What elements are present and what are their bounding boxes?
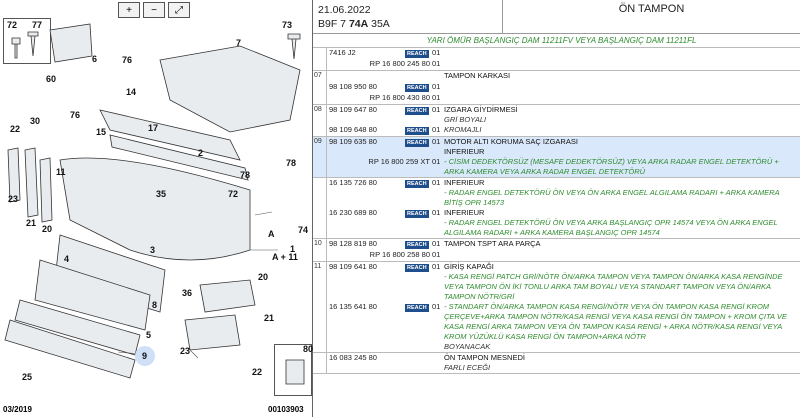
zoom-out-icon: − [151,4,157,16]
callout-17[interactable]: 17 [148,123,159,133]
part-reference[interactable]: 98 109 647 80 [329,105,377,114]
callout-36[interactable]: 36 [182,288,193,298]
part-group[interactable] [313,353,800,374]
callout-3[interactable]: 3 [150,245,156,255]
part-group[interactable] [313,262,800,353]
reach-badge[interactable]: REACH [407,108,427,114]
part-reference[interactable]: 16 083 245 80 [329,353,377,362]
part-group[interactable] [313,71,800,105]
part-group-body [327,105,800,136]
reach-badge[interactable]: REACH [407,265,427,271]
part-quantity: 01 [432,208,441,217]
part-description [442,208,800,238]
callout-4[interactable]: 4 [64,254,70,264]
callout-74[interactable]: 74 [298,225,309,235]
part-reference[interactable]: 98 109 641 80 [329,262,377,271]
part-quantity: 01 [432,137,441,146]
reach-cell [405,137,432,147]
part-row[interactable] [327,239,800,250]
description-line: INFERIEUR [444,147,485,156]
description-line: - CİSİM DEDEKTÖRSÜZ (MESAFE DEDEKTÖRSÜZ) VEYA ARKA RADAR ENGEL DETEKTÖRÜ + ARKA KAMERA VEYA ARKA RADAR ENGEL DETEKTÖRÜ [444,157,779,176]
part-quantity: 01 [432,59,441,68]
description-line: - STANDART ÖN/ARKA TAMPON KASA RENGİ/NÖTR VEYA ÖN TAMPON KASA RENGİ KROM ÇERÇEVE+ARKA TAMPON NÖTR/KASA RENGİ VEYA KASA RENGİ ÖN TAMPON + KROM ÇITA VE KASA RENGİ ARKA TAMPON VEYA ÖN TAMPON KASA RENGİ + ARKA NÖTR/KASA RENGİ VEYA KROM YÜZÜKLÜ KASA RENGİ ÖN TAMPON+ARKA NÖTR [444,302,787,341]
callout-15[interactable]: 15 [96,127,107,137]
callout-76a[interactable]: 76 [122,55,133,65]
part-group-number: 11 [313,262,327,352]
description-line: BOYANACAK [444,342,491,351]
reach-badge[interactable]: REACH [407,181,427,187]
page-title: ÖN TAMPON [618,3,685,15]
part-group-number: 10 [313,239,327,261]
part-row[interactable] [327,59,800,70]
callout-23b[interactable]: 23 [180,346,191,356]
part-group[interactable] [313,178,800,239]
callout-1[interactable]: 1 [290,244,296,254]
callout-78[interactable]: 78 [240,170,251,180]
description-line: KROMAJLI [444,125,482,134]
part-row[interactable] [327,353,800,373]
part-description [442,125,800,135]
part-quantity: 01 [432,48,441,57]
part-row[interactable] [327,302,800,352]
part-row[interactable] [327,48,800,59]
fog-cover-20-drawing [200,280,255,312]
reach-cell [405,82,432,92]
callout-60[interactable]: 60 [46,74,57,84]
part-quantity: 01 [432,302,441,311]
callout-11[interactable]: 11 [56,167,66,177]
part-row[interactable] [327,178,800,208]
part-reference[interactable]: 7416 J2 [329,48,356,57]
part-quantity: 01 [432,157,441,166]
part-quantity: 01 [432,262,441,271]
reach-cell [405,208,432,218]
replacement-reference[interactable]: RP 16 800 258 80 [369,250,430,259]
part-group-number [313,353,327,373]
part-description [442,137,800,157]
callout-76b[interactable]: 76 [70,110,81,120]
replacement-reference[interactable]: RP 16 800 245 80 [369,59,430,68]
part-group-body [327,137,800,177]
part-reference[interactable]: 98 109 635 80 [329,137,377,146]
reach-badge[interactable]: REACH [407,140,427,146]
callout-21b[interactable]: 21 [264,313,275,323]
part-row[interactable] [327,93,800,104]
part-reference[interactable]: 98 128 819 80 [329,239,377,248]
reach-cell [405,105,432,115]
part-group-body [327,178,800,238]
reach-badge[interactable]: REACH [407,85,427,91]
part-group-body [327,353,800,373]
description-line: INFERIEUR [444,208,485,217]
callout-20b[interactable]: 20 [258,272,269,282]
bracket-6-drawing [50,24,92,62]
callout-a[interactable]: A [268,229,275,239]
reach-cell [405,48,432,58]
description-line: TAMPON KARKASI [444,71,511,80]
part-reference[interactable]: 98 108 950 80 [329,82,377,91]
part-group-number: 08 [313,105,327,136]
part-group-body [327,262,800,352]
strip-21-drawing [25,148,38,217]
header-info [313,0,503,33]
description-line: MOTOR ALTI KORUMA SAÇ IZGARASI [444,137,578,146]
part-group-number [313,48,327,70]
callout-72[interactable]: 72 [7,20,18,30]
callout-6[interactable]: 6 [92,54,98,64]
diagram-date: 03/2019 [3,405,32,414]
callout-5[interactable]: 5 [146,330,152,340]
replacement-reference[interactable]: RP 16 800 430 80 [369,93,430,102]
header-code-prefix: B9F 7 [318,18,347,30]
callout-25[interactable]: 25 [22,372,33,382]
part-description [442,239,800,249]
part-description [442,71,800,81]
part-row[interactable] [327,105,800,125]
reach-cell [405,302,432,312]
part-row[interactable] [327,157,800,177]
part-row[interactable] [327,125,800,136]
part-description [442,105,800,125]
part-group[interactable] [313,48,800,71]
description-line: TAMPON TSPT ARA PARÇA [444,239,541,248]
part-reference[interactable]: 98 109 648 80 [329,125,377,134]
callout-9[interactable]: 9 [142,351,148,361]
part-group-number: 07 [313,71,327,104]
header-code-bold: 74A [348,18,369,30]
part-group-body [327,48,800,70]
screw-72-drawing [12,38,20,58]
fit-view-icon: ⤢ [175,4,183,16]
callout-2[interactable]: 2 [198,148,204,158]
part-reference[interactable]: 16 135 726 80 [329,178,377,187]
callout-8[interactable]: 8 [152,300,158,310]
part-row[interactable] [327,137,800,157]
part-quantity: 01 [432,82,441,91]
part-quantity: 01 [432,239,441,248]
reach-badge[interactable]: REACH [407,51,427,57]
parts-list [313,0,800,417]
callout-21[interactable]: 21 [26,218,37,228]
reach-cell [405,262,432,272]
reach-badge[interactable]: REACH [407,211,427,217]
parts-list-header [313,0,800,34]
part-group[interactable] [313,137,800,178]
callout-20[interactable]: 20 [42,224,53,234]
part-group[interactable] [313,105,800,137]
part-reference[interactable]: 16 230 689 80 [329,208,377,217]
part-row[interactable] [327,250,800,261]
part-description [442,178,800,208]
part-group-number [313,178,327,238]
part-description [442,302,800,352]
part-quantity: 01 [432,178,441,187]
part-row[interactable] [327,71,800,82]
callout-77[interactable]: 77 [32,20,43,30]
part-quantity: 01 [432,250,441,259]
part-description [442,262,800,302]
clip-80-drawing [286,360,304,384]
description-line: GRİ BOYALI [444,115,487,124]
part-reference[interactable]: 16 135 641 80 [329,302,377,311]
callout-7[interactable]: 7 [236,38,242,48]
reach-badge[interactable]: REACH [407,128,427,134]
description-line: INFERIEUR [444,178,485,187]
reach-cell [405,125,432,135]
callout-14[interactable]: 14 [126,87,137,97]
callout-80[interactable]: 80 [303,344,314,354]
description-line: FARLI ECEĞI [444,363,491,372]
description-line: IZGARA GİYDİRMESİ [444,105,518,114]
strip-20-drawing [40,158,52,222]
part-description [442,353,800,373]
reach-cell [405,239,432,249]
diagram-drawing [0,0,313,417]
part-row[interactable] [327,208,800,238]
part-group-body [327,71,800,104]
applicability-note: YARI ÖMÜR BAŞLANGIÇ DAM 11211FV VEYA BAŞLANGIÇ DAM 11211FL [313,34,800,48]
description-line: ÖN TAMPON MESNEDİ [444,353,525,362]
callout-35[interactable]: 35 [156,189,167,199]
part-quantity: 01 [432,125,441,134]
replacement-reference[interactable]: RP 16 800 259 XT [368,157,430,166]
reach-badge[interactable]: REACH [407,242,427,248]
part-row[interactable] [327,82,800,93]
fog-cover-21-drawing [185,315,240,350]
callout-23[interactable]: 23 [8,194,19,204]
screw-77-drawing [28,32,38,56]
part-group[interactable] [313,239,800,262]
zoom-in-icon: + [126,4,132,16]
callout-30[interactable]: 30 [30,116,41,126]
beam-7-drawing [160,46,300,132]
part-quantity: 01 [432,93,441,102]
part-row[interactable] [327,262,800,302]
part-quantity: 01 [432,105,441,114]
callout-73[interactable]: 73 [282,20,293,30]
header-code-suffix: 35A [371,18,390,30]
description-line: GİRİŞ KAPAĞI [444,262,494,271]
parts-groups [313,48,800,374]
description-line: - RADAR ENGEL DETEKTÖRÜ ÖN VEYA ÖN ARKA ENGEL ALGILAMA RADARI + ARKA KAMERA BİTİŞ OPR 14573 [444,188,780,207]
callout-22b[interactable]: 22 [252,367,263,377]
screw-73-drawing [288,34,300,59]
header-date: 21.06.2022 [318,4,371,16]
callout-a-plus-11[interactable]: A + 11 [272,252,298,262]
reach-badge[interactable]: REACH [407,305,427,311]
part-group-number: 09 [313,137,327,177]
callout-72b[interactable]: 72 [228,189,239,199]
callout-78b[interactable]: 78 [286,158,297,168]
callout-22[interactable]: 22 [10,124,21,134]
header-code [318,17,497,31]
parts-diagram[interactable] [0,0,313,417]
part-description [442,157,800,177]
diagram-code: 00103903 [268,405,304,414]
reach-cell [405,178,432,188]
description-line: - KASA RENGİ PATCH GRİ/NÖTR ÖN/ARKA TAMPON VEYA TAMPON ÖN/ARKA KASA RENGİNDE VEYA TAMPON ÖN İKİ TONLU ARKA TAM BOYALI VEYA STANDART TAMPON VEYA ÖN/ARKA TAMPON NÖTR/GRİ [444,272,783,301]
part-group-body [327,239,800,261]
description-line: - RADAR ENGEL DETEKTÖRÜ ÖN VEYA ARKA BAŞLANGIÇ OPR 14574 VEYA ÖN ARKA ENGEL ALGILAMA RADARI + ARKA KAMERA BAŞLANGIÇ OPR 14574 [444,218,778,237]
